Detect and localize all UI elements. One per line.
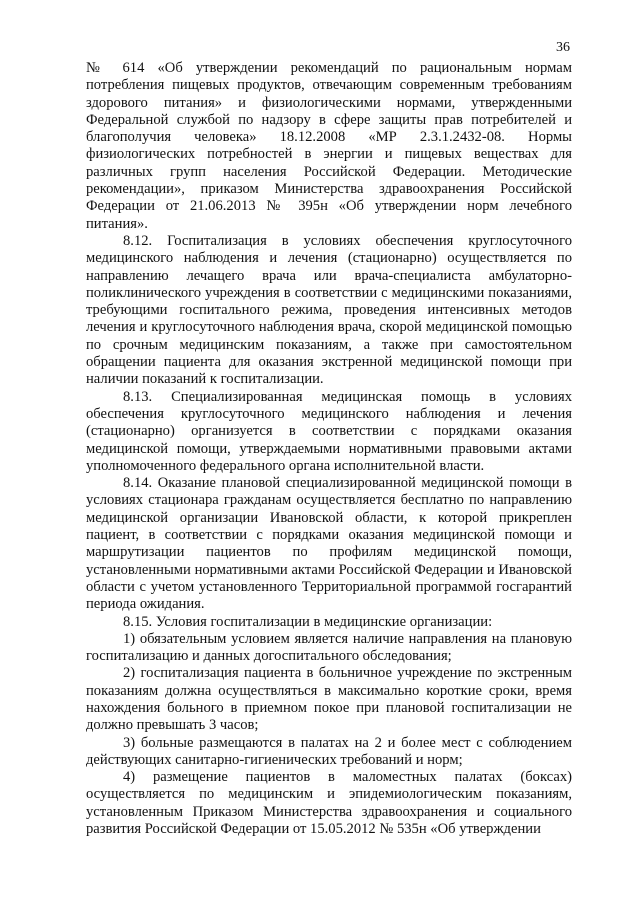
paragraph-8-14: 8.14. Оказание плановой специализированной медицинской помощи в условиях стационара гражданам осуществляется бесплатно по направлению медицинской организации Ивановской области, к которой прикреплен пациент, в соответствии с порядками оказания медицинской помощи и маршрутизации пациентов по профилям медицинской помощи, установленными нормативными актами Российской Федерации и Ивановской области с учетом установленного Территориальной программой госгарантий периода ожидания.: [86, 475, 572, 613]
paragraph-8-15: 8.15. Условия госпитализации в медицинские организации:: [123, 613, 493, 630]
paragraph-8-12: 8.12. Госпитализация в условиях обеспечения круглосуточного медицинского наблюдения и лечения (стационарно) осуществляется по направлению лечащего врача или врача-специалиста амбулаторно-поликлинического учреждения в соответствии с медицинскими показаниями, требующими госпитального режима, проведения интенсивных методов лечения и круглосуточного наблюдения врача, скорой медицинской помощью по срочным медицинским показаниям, а также при самостоятельном обращении пациента для оказания экстренной медицинской помощи при наличии показаний к госпитализации.: [86, 232, 572, 388]
list-item-8-15-4: 4) размещение пациентов в маломестных палатах (боксах) осуществляется по медицинским и эпидемиологическим показаниям, установленным Приказом Министерства здравоохранения и социального развития Российской Федерации от 15.05.2012 № 535н «Об утверждении: [86, 769, 572, 838]
paragraph-8-13: 8.13. Специализированная медицинская помощь в условиях обеспечения круглосуточного медицинского наблюдения и лечения (стационарно) организуется в соответствии с порядками оказания медицинской помощи, утверждаемыми нормативными правовыми актами уполномоченного федерального органа исполнительной власти.: [86, 388, 572, 474]
page-number: 36: [556, 40, 570, 55]
document-body: [86, 60, 572, 838]
list-item-8-15-1: 1) обязательным условием является наличие направления на плановую госпитализацию и данных догоспитального обследования;: [86, 630, 572, 665]
list-item-8-15-3: 3) больные размещаются в палатах на 2 и более мест с соблюдением действующих санитарно-гигиенических требований и норм;: [86, 734, 572, 768]
list-item-8-15-2: 2) госпитализация пациента в больничное учреждение по экстренным показаниям должна осуществляться в максимально короткие сроки, время нахождения больного в приемном покое при плановой госпитализации не должно превышать 3 часов;: [86, 665, 572, 734]
paragraph-continuation: № 614 «Об утверждении рекомендаций по рациональным нормам потребления пищевых продуктов, отвечающим современным требованиям здорового питания» и физиологическими нормами, утвержденными Федеральной службой по надзору в сфере защиты прав потребителей и благополучия человека» 18.12.2008 «МР 2.3.1.2432-08. Нормы физиологических потребностей в энергии и пищевых веществах для различных групп населения Российской Федерации. Методические рекомендации», приказом Министерства здравоохранения Российской Федерации от 21.06.2013 № 395н «Об утверждении норм лечебного питания».: [86, 60, 572, 232]
